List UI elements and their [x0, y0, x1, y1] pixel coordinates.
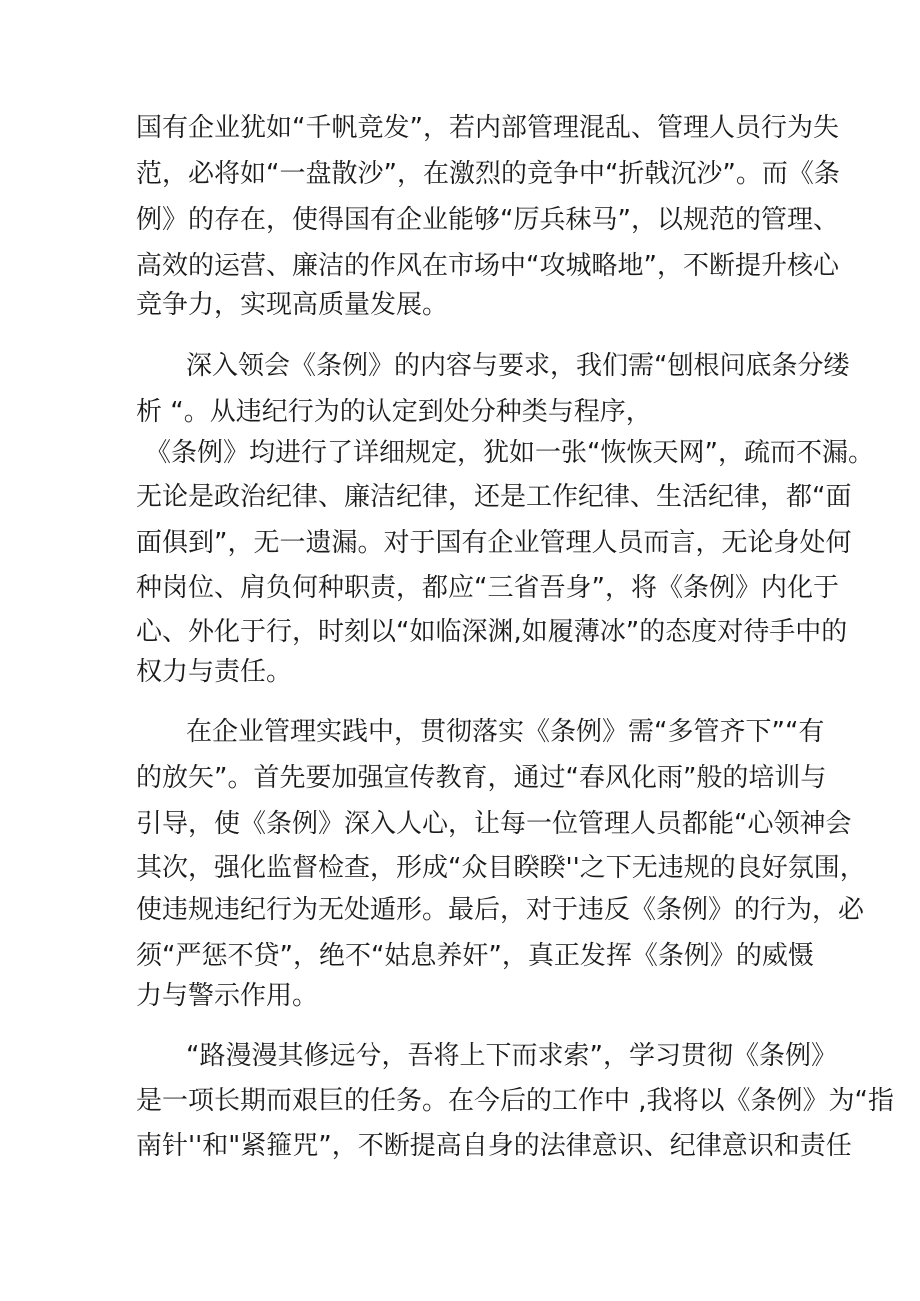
text-line: “路漫漫其修远兮，吾将上下而求索”，学习贯彻《条例》: [186, 1041, 837, 1071]
text-line: 面俱到”，无一遗漏。对于国有企业管理人员而言，无论身处何: [136, 528, 852, 558]
text-line: 其次，强化监督检查，形成“众目睽睽''之下无违规的良好氛围，: [136, 853, 866, 883]
text-line: 竞争力，实现高质量发展。: [136, 290, 449, 320]
text-line: 例》的存在，使得国有企业能够“厉兵秣马”，以规范的管理、: [136, 205, 839, 235]
text-line: 在企业管理实践中，贯彻落实《条例》需“多管齐下”“有: [186, 717, 825, 747]
text-line: 心、外化于行，时刻以“如临深渊,如履薄冰”的态度对待手中的: [136, 617, 848, 647]
text-line: 高效的运营、廉洁的作风在市场中“攻城略地”，不断提升核心: [136, 251, 839, 281]
text-line: 力与警示作用。: [136, 981, 319, 1011]
text-line: 析 “。从违纪行为的认定到处分种类与程序，: [136, 397, 652, 427]
text-line: 南针''和"紧箍咒”，不断提高自身的法律意识、纪律意识和责任: [136, 1131, 852, 1161]
text-line: 范，必将如“一盘散沙”，在激烈的竞争中“折戟沉沙”。而《条: [136, 159, 840, 189]
text-line: 是一项长期而艰巨的任务。在今后的工作中 ,我将以《条例》为“指: [136, 1086, 894, 1116]
text-line: 引导，使《条例》深入人心，让每一位管理人员都能“心领神会: [136, 809, 852, 839]
text-line: 权力与责任。: [136, 657, 293, 687]
text-line: 须“严惩不贷”，绝不“姑息养奸”，真正发挥《条例》的威慑: [136, 941, 814, 971]
text-line: 种岗位、肩负何种职责，都应“三省吾身”，将《条例》内化于: [136, 573, 839, 603]
text-line: 《条例》均进行了详细规定，犹如一张“恢恢天网”，疏而不漏。: [145, 438, 874, 468]
text-line: 使违规违纪行为无处遁形。最后，对于违反《条例》的行为，必: [136, 895, 865, 925]
text-line: 深入领会《条例》的内容与要求，我们需“刨根问底条分缕: [186, 351, 850, 381]
text-line: 无论是政治纪律、廉洁纪律，还是工作纪律、生活纪律，都“面: [136, 482, 852, 512]
text-line: 国有企业犹如“千帆竞发”，若内部管理混乱、管理人员行为失: [136, 113, 839, 143]
text-line: 的放矢”。首先要加强宣传教育，通过“春风化雨”般的培训与: [136, 763, 827, 793]
